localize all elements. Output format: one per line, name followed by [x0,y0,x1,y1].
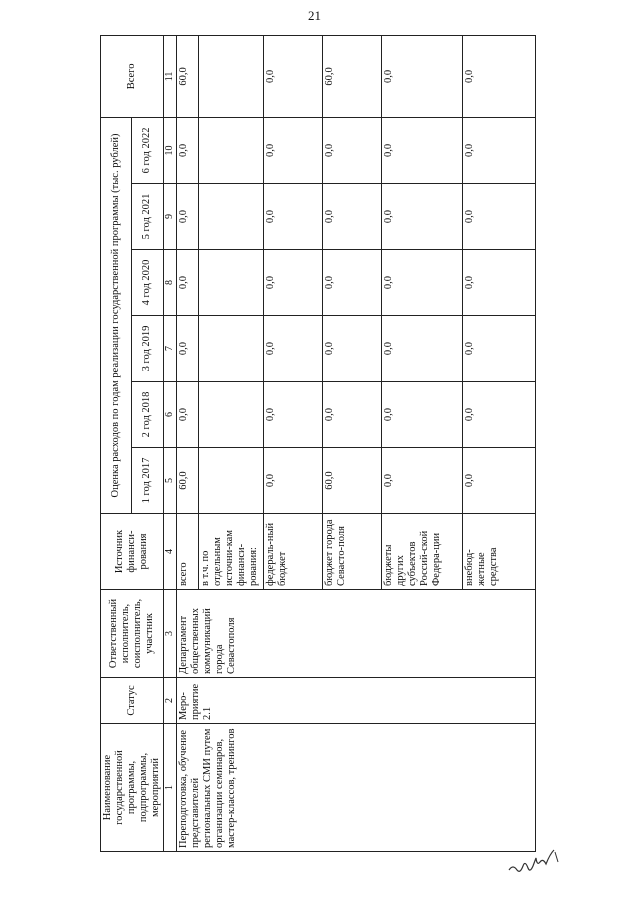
col-number: 3 [164,590,177,678]
row-status: Меро-приятие 2.1 [176,678,535,724]
rotated-table-container [100,36,532,852]
header-year: 2 год 2018 [131,382,164,448]
value-year: 0,0 [381,250,462,316]
header-status: Статус [101,678,164,724]
value-year: 0,0 [381,316,462,382]
value-year: 0,0 [176,250,198,316]
value-year [199,448,263,514]
col-number: 8 [164,250,177,316]
value-year: 0,0 [322,382,381,448]
header-executor: Ответственный исполнитель, соисполнитель, участник [101,590,164,678]
col-number: 2 [164,678,177,724]
value-year: 0,0 [263,382,322,448]
header-source: Источник финанси-рования [101,514,164,590]
col-number: 1 [164,724,177,852]
value-total: 0,0 [263,35,322,117]
source-label: бюджет города Севасто-поля [322,514,381,590]
col-number: 7 [164,316,177,382]
col-number: 11 [164,35,177,117]
col-number: 5 [164,448,177,514]
header-year: 3 год 2019 [131,316,164,382]
page-number: 21 [308,8,321,23]
source-label: всего [176,514,198,590]
value-total [199,35,263,117]
col-number: 10 [164,117,177,183]
source-label: внебюд-жетные средства [462,514,535,590]
value-year: 0,0 [176,316,198,382]
value-year [199,382,263,448]
signature-mark [505,848,565,878]
value-year [199,184,263,250]
value-year: 60,0 [322,448,381,514]
header-total: Всего [101,35,164,117]
value-year: 0,0 [462,117,535,183]
value-year: 0,0 [322,184,381,250]
value-year: 0,0 [381,184,462,250]
value-year: 0,0 [381,448,462,514]
value-total: 60,0 [322,35,381,117]
value-year [199,250,263,316]
col-number: 9 [164,184,177,250]
source-label: бюджеты других субъектов Россий-ской Федера-ции [381,514,462,590]
value-year: 0,0 [176,382,198,448]
col-number: 6 [164,382,177,448]
value-year: 0,0 [462,382,535,448]
value-year: 0,0 [322,316,381,382]
value-total: 0,0 [381,35,462,117]
value-total: 0,0 [462,35,535,117]
header-year: 6 год 2022 [131,117,164,183]
value-year: 0,0 [263,316,322,382]
value-year: 0,0 [381,382,462,448]
table-row [176,35,198,851]
header-name: Наименование государственной программы, подпрограммы, мероприятий [101,724,164,852]
value-year: 0,0 [176,184,198,250]
row-executor: Департамент общественных коммуникаций города Севастополя [176,590,535,678]
value-year: 0,0 [462,250,535,316]
value-year: 0,0 [322,117,381,183]
value-year: 0,0 [322,250,381,316]
source-label: федераль-ный бюджет [263,514,322,590]
value-year: 0,0 [263,184,322,250]
value-total: 60,0 [176,35,198,117]
value-year: 0,0 [381,117,462,183]
value-year: 0,0 [263,117,322,183]
value-year: 0,0 [176,117,198,183]
header-year: 1 год 2017 [131,448,164,514]
value-year [199,316,263,382]
value-year: 0,0 [462,316,535,382]
header-expense-group: Оценка расходов по годам реализации государственной программы (тыс. рублей) [101,117,132,513]
value-year: 0,0 [462,184,535,250]
col-number: 4 [164,514,177,590]
header-year: 5 год 2021 [131,184,164,250]
source-label: в т.ч. по отдельным источни-кам финанси-рования: [199,514,263,590]
value-year [199,117,263,183]
value-year: 60,0 [176,448,198,514]
value-year: 0,0 [462,448,535,514]
row-name: Переподготовка, обучение представителей региональных СМИ путем организации семинаров, мастер-классов, тренингов [176,724,535,852]
header-year: 4 год 2020 [131,250,164,316]
financing-table [100,35,536,852]
value-year: 0,0 [263,448,322,514]
value-year: 0,0 [263,250,322,316]
